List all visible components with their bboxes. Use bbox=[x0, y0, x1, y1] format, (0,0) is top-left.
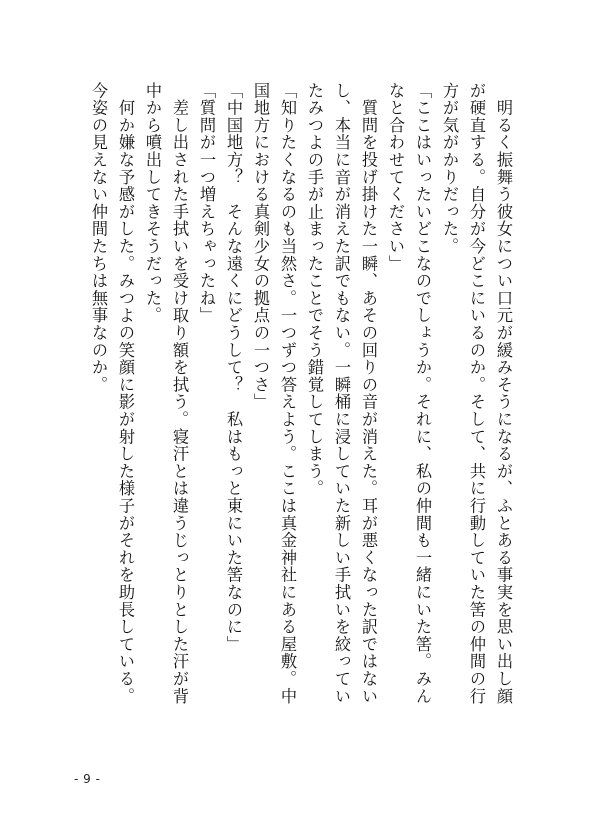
paragraph: 「中国地方？ そんな遠くにどうして？ 私はもっと東にいた筈なのに」 bbox=[224, 82, 243, 653]
paragraph: 何か嫌な予感がした。みつよの笑顔に影が射した様子がそれを助長している。今姿の見えない仲間たちは無事なのか。 bbox=[89, 82, 135, 705]
vertical-body-text bbox=[77, 82, 517, 712]
paragraph: 差し出された手拭いを受け取り額を拭う。寝汗とは違うじっとりとした汗が背中から噴出してきそうだった。 bbox=[143, 82, 189, 705]
paragraph: 質問を投げ掛けた一瞬、あその回りの音が消えた。耳が悪くなった訳ではないし、本当に音が消えた訳でもない。一瞬桶に浸していた新しい手拭いを絞っていたみつよの手が止まったことでそう錯覚してしまう。 bbox=[305, 82, 378, 705]
paragraph: 明るく振舞う彼女につい口元が緩みそうになるが、ふとある事実を思い出し顔が硬直する。自分が今どこにいるのか。そして、共に行動していた筈の仲間の行方が気がかりだった。 bbox=[440, 82, 513, 705]
page-number: - 9 - bbox=[74, 772, 101, 786]
paragraph: 「ここはいったいどこなのでしょうか。それに、私の仲間も一緒にいた筈。みんなと合わせてください」 bbox=[386, 82, 432, 705]
paragraph: 「知りたくなるのも当然さ。一つずつ答えよう。ここは真金神社にある屋敷。中国地方における真剣少女の拠点の一つさ」 bbox=[251, 82, 297, 705]
paragraph: 「質問が一つ増えちゃったね」 bbox=[197, 82, 216, 325]
